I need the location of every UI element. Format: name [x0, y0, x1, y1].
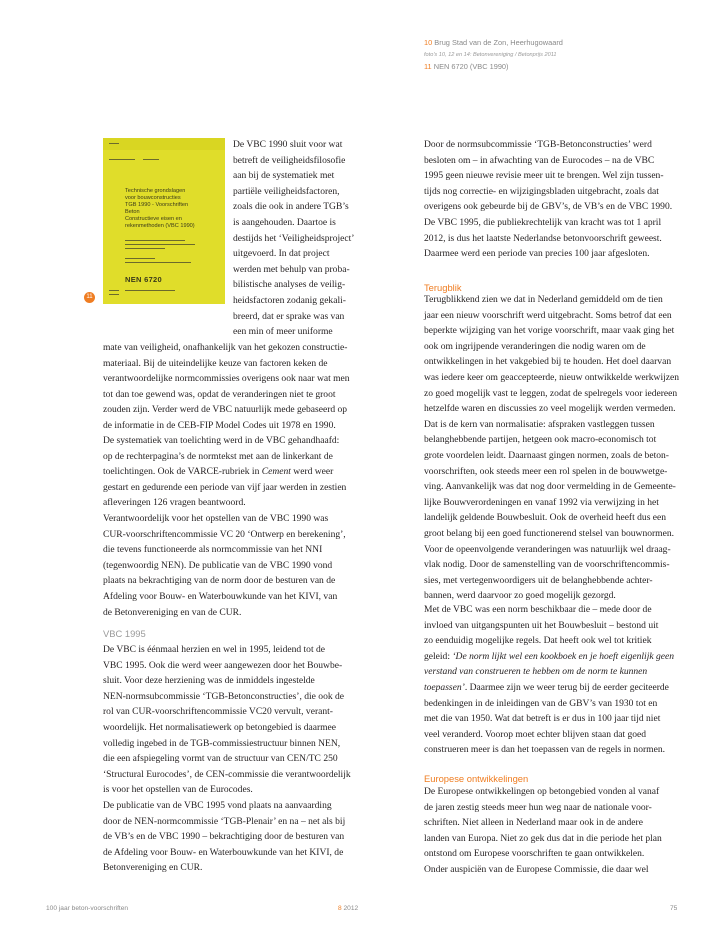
heading-europese-ontwikkelingen: Europese ontwikkelingen: [424, 773, 529, 784]
left-paragraph-3: Verantwoordelijk voor het opstellen van de VBC 1990 was CUR-voorschriftencommissie VC 20 ‘Ontwerp en berekening’, die tevens functioneerde als normcommissie van het NNI (tegenwoordig NEN). De publicatie van de VBC 1990 vond plaats na bekrachtiging van de norm door de besturen van de Afdeling voor Bouw- en Waterbouwkunde van het KIVI, van de Betonvereniging en van de CUR.: [103, 513, 346, 618]
right-paragraph-1: Door de normsubcommissie ‘TGB-Betonconstructies’ werd besloten om – in afwachting van de Eurocodes – na de VBC 1995 geen nieuwe revisie meer uit te brengen. Wel zijn tussen- tijds nog correctie- en wijzigingsbladen uitgebracht, zoals dat overigens ook gebeurde bij de GBV’s, de VB’s en de VBC 1990. De VBC 1995, die publiekrechtelijk van kracht was tot 1 april 2012, is dus het laatste Nederlandse betonvoorschrift geweest. Daarmee werd een periode van precies 100 jaar afgesloten.: [424, 139, 673, 260]
caption-photo-11: [424, 62, 509, 71]
footer-title: 100 jaar beton-voorschriften: [46, 905, 129, 912]
right-paragraph-2: Terugblikkend zien we dat in Nederland gemiddeld om de tien jaar een nieuw voorschrift werd uitgebracht. Soms betrof dat een beperkte wijziging van het vorige voorschrift, maar vaak ging het ook om ingrijpende veranderingen die nodig waren om de ontwikkelingen in het vakgebied bij te houden. Het doel daarvan was iedere keer om geaccepteerde, nieuw ontwikkelde werkwijzen zo goed mogelijk vast te leggen, zodat de spelregels voor iedereen hetzelfde waren en discussies zo veel mogelijk werden vermeden. Dat is de kern van normalisatie: afspraken vastleggen tussen belanghebbende partijen, hetgeen ook macro-economisch tot grote voordelen leidt. Daarnaast gingen normen, zoals de beton- voorschriften, ook steeds meer een rol spelen in de bouwwetge- ving. Aanvankelijk was dat nog door vermelding in de Gemeente- lijke Bouwverordeningen en vanaf 1992 via verwijzing in het landelijk geldende Bouwbesluit. Ook de overheid heeft dus een groot belang bij een goed functionerend stelsel van bouwnormen. Voor de opeenvolgende veranderingen was natuurlijk wel draag- vlak nodig. Door de samenstelling van de voorschriftencommis- sies, met vertegenwoordigers uit de belanghebbende achter- bannen, werd daarvoor zo goed mogelijk gezorgd.: [424, 294, 679, 602]
cover-title: Technische grondslagen voor bouwconstructies TGB 1990 - Voorschriften Beton Constructieve eisen en rekenmethoden (VBC 1990): [125, 188, 195, 229]
caption-text: Brug Stad van de Zon, Heerhugowaard: [434, 38, 563, 47]
footer-year: 2012: [343, 905, 359, 912]
caption-photo-10: [424, 38, 563, 47]
nen-6720-cover-image: [103, 138, 225, 304]
left-paragraph-1: mate van veiligheid, onafhankelijk van het gekozen constructie- materiaal. Bij de uiteindelijke keuze van factoren keken de verantwoordelijke normcommissies overigens ook naar wat men tot dan toe gewend was, opdat de veranderingen niet te groot zouden zijn. Verder werd de VBC natuurlijk mede gebaseerd op de informatie in de CEB-FIP Model Codes uit 1978 en 1990.: [103, 342, 350, 431]
left-paragraph-2: De systematiek van toelichting werd in de VBC gehandhaafd: op de rechterpagina’s de normtekst met aan de linkerkant de toelichtingen. Ook de VARCE-rubriek in Cement werd weer gestart en gedurende een periode van vijf jaar werden in zestien afleveringen 126 vragen beantwoord.: [103, 435, 347, 509]
footer-issue: [338, 905, 358, 912]
caption-text: NEN 6720 (VBC 1990): [433, 62, 509, 71]
left-intro-text: De VBC 1990 sluit voor wat betreft de veiligheidsfilosofie aan bij de systematiek met partiële veiligheidsfactoren, zoals die ook in andere TGB’s is aangehouden. Daartoe is destijds het ‘Veiligheidsproject’ uitgevoerd. In dat project werden met behulp van proba- bilistische analyses de veilig- heidsfactoren zodanig gekali- breerd, dat er sprake was van een min of meer uniforme: [233, 139, 355, 338]
footer-issue-number: 8: [338, 905, 342, 912]
left-paragraph-4: De VBC is éénmaal herzien en wel in 1995, leidend tot de VBC 1995. Ook die werd weer aangewezen door het Bouwbe- sluit. Voor deze herziening was de inmiddels ingestelde NEN-normsubcommissie ‘TGB-Betonconstructies’, die ook de rol van CUR-voorschriftencommissie VC20 vervult, verant- woordelijk. Het normalisatiewerk op betongebied is daarmee volledig ingebed in de TGB-commissiestructuur binnen NEN, die een afspiegeling vormt van de structuur van CEN/TC 250 ‘Structural Eurocodes’, de CEN-commissie die verantwoordelijk is voor het opstellen van de Eurocodes. De publicatie van de VBC 1995 vond plaats na aanvaarding door de NEN-normcommissie ‘TGB-Plenair’ en na – net als bij de VB’s en de VBC 1990 – bekrachtiging door de besturen van de Afdeling voor Bouw- en Waterbouwkunde van het KIVI, de Betonvereniging en CUR.: [103, 644, 351, 874]
heading-vbc-1995: VBC 1995: [103, 628, 146, 639]
right-paragraph-3: Met de VBC was een norm beschikbaar die – mede door de invloed van uitgangspunten uit het Bouwbesluit – bestond uit zo eenduidig mogelijke regels. Dat heeft ook wel tot kritiek geleid: ‘De norm lijkt wel een kookboek en je hoeft eigenlijk geen verstand van construeren te hebben om de norm te kunnen toepassen’. Daarmee zijn we weer terug bij de eerder geciteerde bedenkingen in de inleidingen van de GBV’s van 1930 tot en met die van 1950. Wat dat betreft is er dus in 100 jaar tijd niet veel veranderd. Voorop moet echter blijven staan dat goed construeren meer is dan het toepassen van de regels in normen.: [424, 604, 674, 756]
caption-number: 11: [424, 62, 432, 71]
caption-number: 10: [424, 38, 433, 47]
cover-nen-number: NEN 6720: [125, 275, 163, 284]
caption-photo-credit: foto's 10, 12 en 14: Betonvereniging / Betonprijs 2011: [424, 52, 557, 58]
page-number: 75: [670, 905, 678, 912]
right-paragraph-4: De Europese ontwikkelingen op betongebied vonden al vanaf de jaren zestig steeds meer hun weg naar de nationale voor- schriften. Niet alleen in Nederland maar ook in de andere landen van Europa. Niet zo gek dus dat in die periode het plan ontstond om Europese voorschriften te gaan ontwikkelen. Onder auspiciën van de Europese Commissie, die daar wel: [424, 786, 662, 875]
figure-number-badge: 11: [84, 292, 95, 303]
heading-terugblik: Terugblik: [424, 282, 462, 293]
